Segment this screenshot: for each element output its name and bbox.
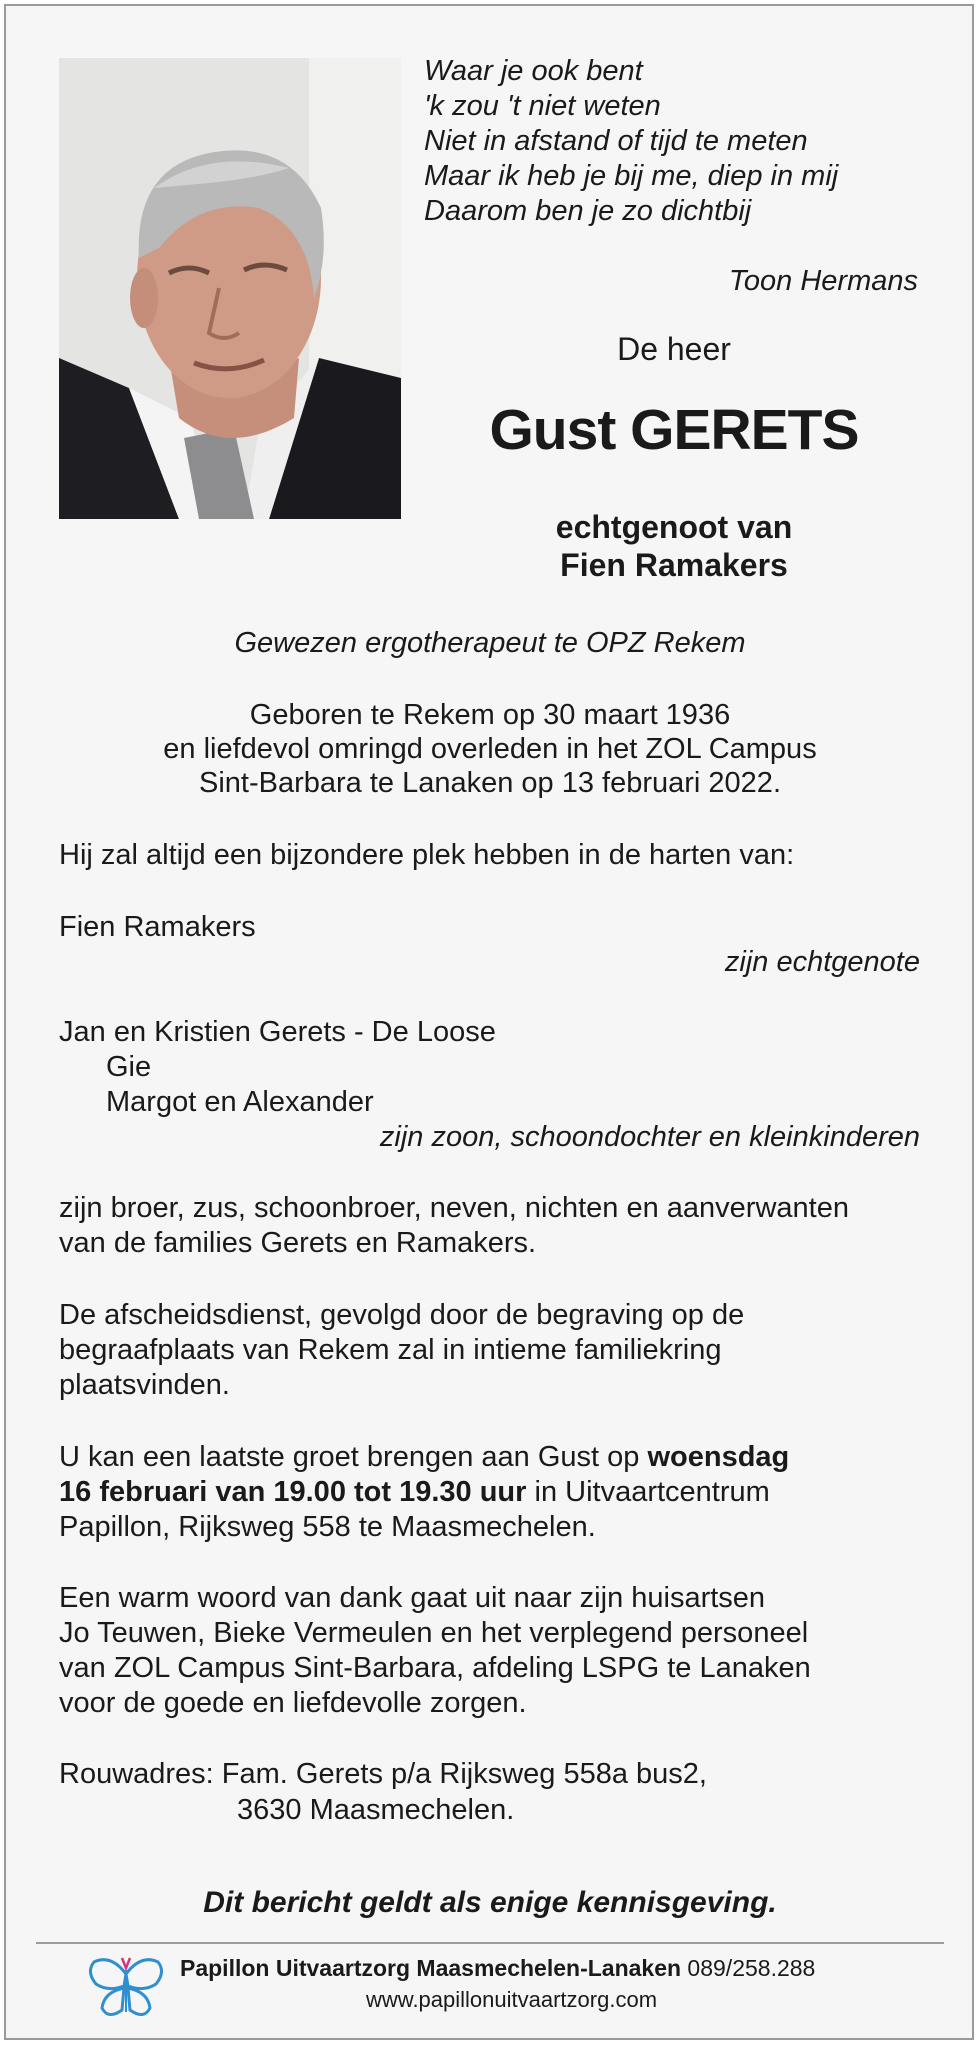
grandchild-name: Gie: [106, 1051, 152, 1083]
poem-author: Toon Hermans: [728, 265, 918, 297]
poem-line: Niet in afstand of tijd te meten: [424, 125, 808, 157]
spouse-line-1: echtgenoot van: [555, 509, 793, 545]
funeral-home: [180, 1954, 815, 1982]
poem: [424, 54, 838, 229]
funeral-home-url[interactable]: www.papillonuitvaartzorg.com: [366, 1987, 658, 2012]
poem-line: Maar ik heb je bij me, diep in mij: [424, 160, 839, 192]
other-relatives: [59, 1191, 849, 1261]
butterfly-logo-icon: [86, 1952, 166, 2022]
visit-line-2: [59, 1475, 789, 1510]
visit-line-3: Papillon, Rijksweg 558 te Maasmechelen.: [59, 1511, 596, 1543]
visit-day: woensdag: [647, 1441, 790, 1473]
portrait-photo: [59, 58, 401, 519]
birth-death-info: [0, 698, 980, 800]
wife-name: Fien Ramakers: [59, 911, 256, 943]
poem-line: Waar je ook bent: [424, 55, 643, 87]
thanks-line: Een warm woord van dank gaat uit naar zijn huisartsen: [59, 1582, 766, 1614]
salutation: De heer: [617, 331, 731, 367]
service-line: De afscheidsdienst, gevolgd door de begraving op de: [59, 1299, 745, 1331]
funeral-home-name: Papillon Uitvaartzorg Maasmechelen-Lanaken: [180, 1955, 682, 1981]
birth-line: en liefdevol omringd overleden in het ZOL Campus: [163, 733, 817, 765]
sole-notice: Dit bericht geldt als enige kennisgeving.: [203, 1886, 777, 1919]
service-line: begraafplaats van Rekem zal in intieme familiekring: [59, 1334, 722, 1366]
son-relation: zijn zoon, schoondochter en kleinkinderen: [379, 1121, 920, 1153]
thanks-line: van ZOL Campus Sint-Barbara, afdeling LSPG te Lanaken: [59, 1652, 811, 1684]
visit-text: U kan een laatste groet brengen aan Gust op: [59, 1441, 648, 1473]
spouse-info: [404, 508, 944, 584]
poem-line: 'k zou 't niet weten: [424, 90, 661, 122]
spouse-line-2: Fien Ramakers: [560, 547, 788, 583]
family-intro: Hij zal altijd een bijzondere plek hebben in de harten van:: [59, 839, 795, 871]
visit-text: in Uitvaartcentrum: [526, 1476, 770, 1508]
footer-divider: [36, 1942, 944, 1944]
son-name: Jan en Kristien Gerets - De Loose: [59, 1016, 496, 1048]
funeral-home-phone: 089/258.288: [681, 1955, 816, 1981]
thanks-line: voor de goede en liefdevolle zorgen.: [59, 1687, 527, 1719]
mourning-address-city: 3630 Maasmechelen.: [237, 1794, 515, 1826]
service-line: plaatsvinden.: [59, 1369, 230, 1401]
relatives-line: van de families Gerets en Ramakers.: [59, 1227, 537, 1259]
wife-relation: zijn echtgenote: [724, 946, 920, 978]
grandchild-name: Margot en Alexander: [106, 1086, 374, 1118]
visit-time: 16 februari van 19.00 tot 19.30 uur: [59, 1476, 527, 1508]
birth-line: Geboren te Rekem op 30 maart 1936: [249, 699, 731, 731]
service-info: [59, 1298, 744, 1403]
birth-line: Sint-Barbara te Lanaken op 13 februari 2022.: [198, 767, 781, 799]
poem-line: Daarom ben je zo dichtbij: [424, 195, 752, 227]
occupation: Gewezen ergotherapeut te OPZ Rekem: [234, 627, 746, 659]
thanks-info: [59, 1581, 811, 1721]
visitation-info: [59, 1440, 789, 1545]
relatives-line: zijn broer, zus, schoonbroer, neven, nichten en aanverwanten: [59, 1192, 849, 1224]
visit-line-1: [59, 1440, 789, 1475]
mourning-address: Rouwadres: Fam. Gerets p/a Rijksweg 558a bus2,: [59, 1758, 707, 1790]
thanks-line: Jo Teuwen, Bieke Vermeulen en het verplegend personeel: [59, 1617, 809, 1649]
deceased-name: Gust GERETS: [489, 398, 859, 462]
